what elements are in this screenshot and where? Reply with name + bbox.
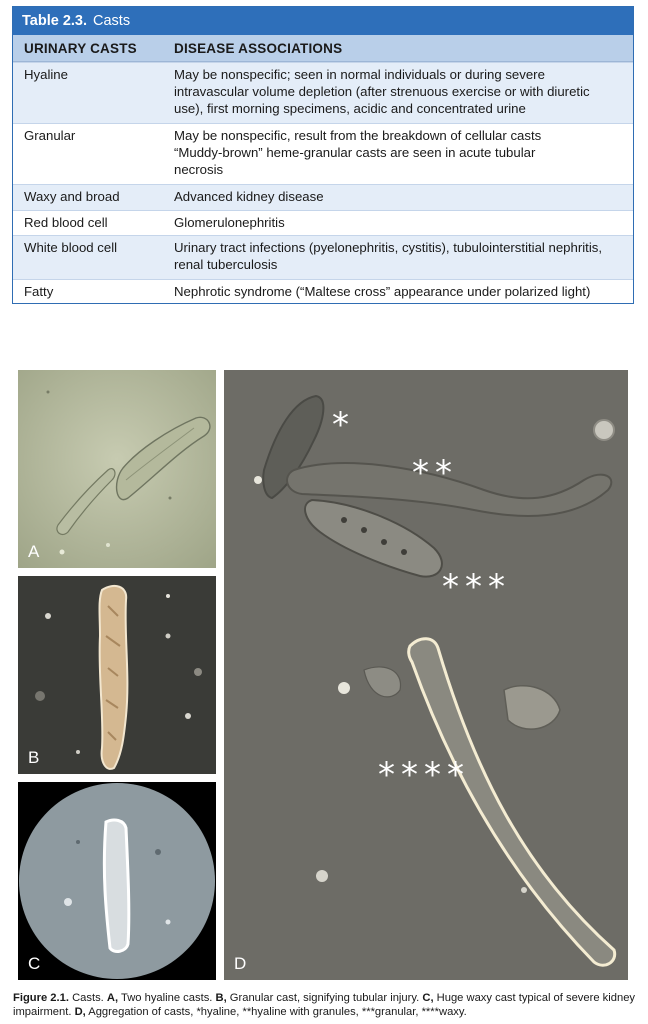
association-line: May be nonspecific; seen in normal individuals or during severe (174, 67, 545, 82)
caption-fragment: Granular cast, signifying tubular injury. (226, 992, 423, 1004)
waxy-cast-image (18, 782, 216, 980)
table-title-bar (13, 7, 633, 35)
caption-fragment: Two hyaline casts. (118, 992, 216, 1004)
header-urinary-casts: URINARY CASTS (24, 40, 137, 56)
association-line: necrosis (174, 162, 224, 177)
row-association: Advanced kidney disease (174, 189, 324, 204)
association-line: intravascular volume depletion (after strenuous exercise or with diuretic (174, 84, 590, 99)
table-row-fatty (13, 279, 633, 304)
mark-hyaline-granules: ** (412, 453, 458, 493)
caption-fragment: Casts. (68, 992, 107, 1004)
table-row-waxy (13, 184, 633, 210)
mark-granular: *** (442, 567, 511, 607)
mark-hyaline: * (332, 405, 355, 445)
caption-fragment: Huge waxy cast typical of severe kidney impairment. (13, 992, 636, 1018)
table-row-hyaline (13, 62, 633, 123)
panel-label-b: B (28, 748, 40, 767)
association-line: “Muddy-brown” heme-granular casts are seen in acute tubular (174, 145, 536, 160)
row-association (174, 127, 633, 178)
mark-waxy: **** (378, 755, 470, 795)
caption-fragment: B, (215, 992, 227, 1004)
figure-caption (13, 991, 638, 1019)
row-association (174, 239, 633, 273)
caption-fragment: C, (422, 992, 434, 1004)
row-cast-name: Red blood cell (24, 215, 108, 230)
micrograph-b (18, 576, 216, 774)
micrograph-a (18, 370, 216, 568)
table-number: Table 2.3. (22, 13, 88, 29)
caption-fragment: A, (106, 992, 119, 1004)
table-row-granular (13, 123, 633, 184)
table-header-row (13, 35, 633, 62)
association-line: use), first morning specimens, acidic and concentrated urine (174, 101, 526, 116)
micrograph-d (224, 370, 628, 980)
caption-label: Figure 2.1. (13, 992, 69, 1004)
row-cast-name: White blood cell (24, 240, 118, 255)
row-association: Nephrotic syndrome (“Maltese cross” appearance under polarized light) (174, 284, 591, 299)
table-row-rbc (13, 210, 633, 235)
table-title: Casts (93, 13, 131, 29)
caption-text (13, 992, 635, 1018)
association-line: May be nonspecific, result from the breakdown of cellular casts (174, 128, 542, 143)
row-cast-name: Granular (24, 128, 76, 143)
row-association (174, 66, 633, 117)
micrograph-c (18, 782, 216, 980)
row-cast-name: Hyaline (24, 67, 68, 82)
casts-table (12, 6, 634, 304)
caption-fragment: Aggregation of casts, *hyaline, **hyaline with granules, ***granular, ****waxy. (85, 1006, 467, 1018)
caption-fragment: D, (74, 1006, 86, 1018)
header-disease-associations: DISEASE ASSOCIATIONS (174, 40, 343, 56)
row-association: Glomerulonephritis (174, 215, 285, 230)
hyaline-casts-image (18, 370, 216, 568)
panel-label-c: C (28, 954, 41, 973)
association-line: renal tuberculosis (174, 257, 278, 272)
table-row-wbc (13, 235, 633, 279)
association-line: Urinary tract infections (pyelonephritis, cystitis), tubulointerstitial nephritis, (174, 240, 603, 255)
panel-label-a: A (28, 542, 40, 561)
row-cast-name: Fatty (24, 284, 54, 299)
granular-cast-image (18, 576, 216, 774)
row-cast-name: Waxy and broad (24, 189, 120, 204)
panel-label-d: D (234, 954, 247, 973)
